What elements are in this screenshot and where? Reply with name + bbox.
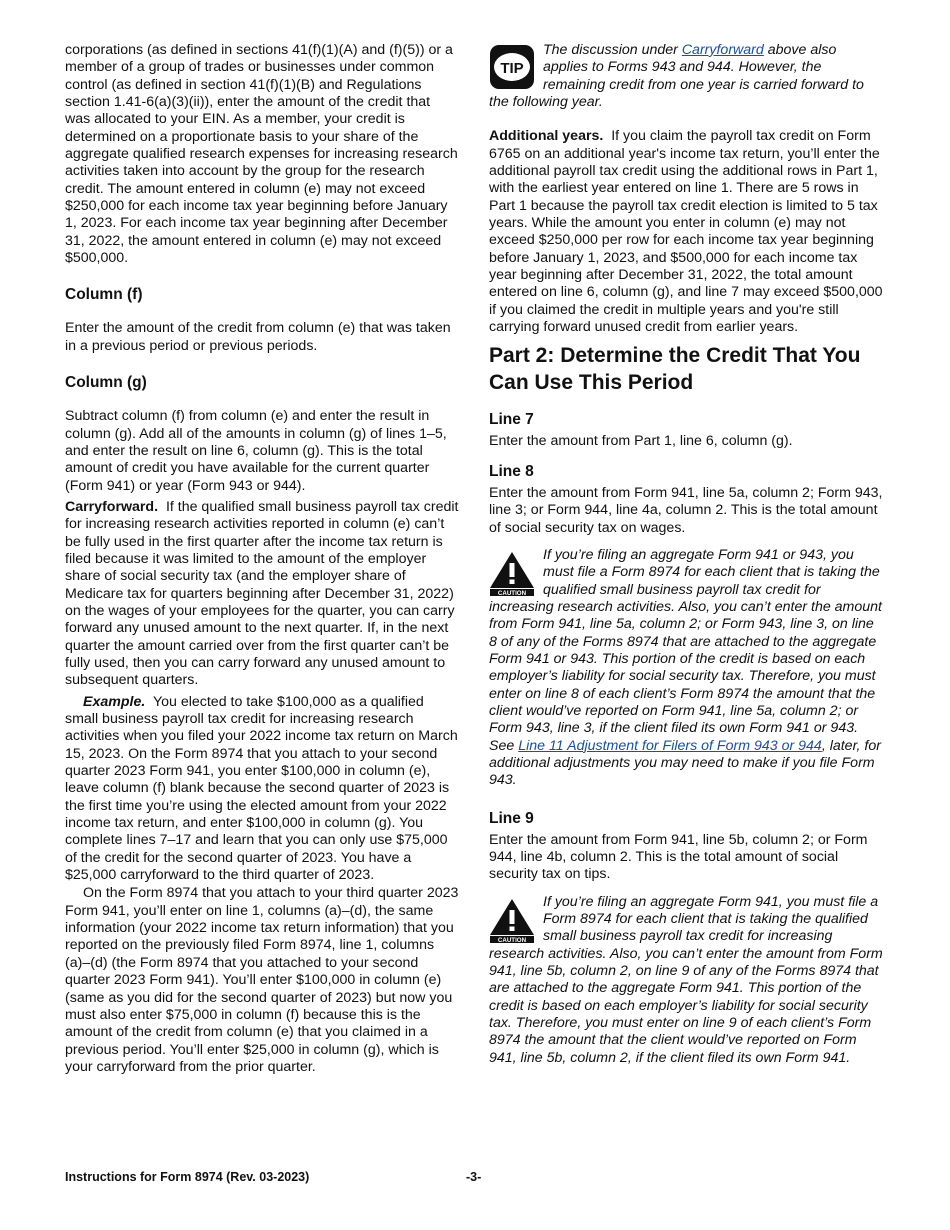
line9-paragraph: Enter the amount from Form 941, line 5b, column 2; or Form 944, line 4b, column 2. This is the total amount of social security tax on tips. xyxy=(489,831,868,883)
line7-paragraph: Enter the amount from Part 1, line 6, column (g). xyxy=(489,432,793,449)
line11-adjustment-link[interactable]: Line 11 Adjustment for Filers of Form 943 or 944 xyxy=(518,737,822,754)
caution-icon xyxy=(489,896,535,944)
footer-form-name: Instructions for Form 8974 (Rev. 03-2023) xyxy=(65,1170,310,1184)
right-column xyxy=(489,42,885,1067)
tip-text: The discussion under Carryforward above also applies to Forms 943 and 944. However, the remaining credit from one year is carried forward to the following year. xyxy=(489,42,864,111)
caution-text-1: If you’re filing an aggregate Form 941 or 943, you must file a Form 8974 for each client that is taking the qualified small business payroll tax credit for increasing research activities. Also, you can’t enter the amount from Form 941, line 5a, column 2; or Form 943, line 3, on line 8 of any of the Forms 8974 that are attached to the aggregate Form 941 or 943. This portion of the credit is based on each employer’s liability for social security tax. Therefore, you must enter on line 8 of each client’s Form 8974 the amount that the client would’ve reported on Form 941, line 5a, column 2; or Form 943, line 3, if the client filed its own Form 941 or 943. See Line 11 Adjustment for Filers of Form 943 or 944, later, for additional adjustments you may need to make if you file Form 943. xyxy=(489,546,882,789)
carryforward-link[interactable]: Carryforward xyxy=(681,42,764,58)
example-paragraph xyxy=(65,694,459,885)
column-g-heading: Column (g) xyxy=(65,374,147,392)
column-f-heading: Column (f) xyxy=(65,286,143,304)
footer-page-number: -3- xyxy=(466,1170,482,1184)
tip-icon xyxy=(489,44,535,90)
column-g-paragraph: Subtract column (f) from column (e) and enter the result in column (g). Add all of the amounts in column (g) of lines 1–5, and enter the result on line 6, column (g). This is the total amount of credit you have available for the current quarter (Form 941) or year (Form 943 or 944). xyxy=(65,408,447,494)
left-column xyxy=(65,42,459,1076)
caution-note-2 xyxy=(489,894,885,1067)
additional-years-text: If you claim the payroll tax credit on Form 6765 on an additional year's income tax return, you’ll enter the additional payroll tax credit using the additional rows in Part 1, with the earliest year entered on line 1. There are 5 rows in Part 1 because the payroll tax credit election is limited to 5 tax years. While the amount you enter in column (e) may not exceed $250,000 per row for each income tax year beginning before January 1, 2023, and $500,000 for each income tax year beginning after December 31, 2022, the total amount entered on line 6, column (g), and line 7 may exceed $500,000 if you claimed the credit in multiple years and you're still carrying forward unused credit from earlier years. xyxy=(489,128,883,336)
line8-paragraph: Enter the amount from Form 941, line 5a, column 2; Form 943, line 3; or Form 944, line 4a, column 2. This is the total amount of social security tax on wages. xyxy=(489,484,883,536)
intro-paragraph: corporations (as defined in sections 41(f)(1)(A) and (f)(5)) or a member of a group of trades or businesses under common control (as defined in section 41(f)(1)(B) and Regulations section 1.41-6(a)(3)(ii)), enter the amount of the credit that was allocated to your EIN. As a member, your credit is determined on a proportionate basis to your share of the aggregate qualified research expenses for increasing research activities taken into account by the group for the research credit. The amount entered in column (e) may not exceed $250,000 for each income tax year beginning before January 1, 2023. For each income tax year beginning after December 31, 2022, the amount entered in column (e) may not exceed $500,000. xyxy=(65,42,458,267)
caution-label: CAUTION xyxy=(497,589,527,597)
example-text: You elected to take $100,000 as a qualified small business payroll tax credit for increasing research activities when you filed your 2022 income tax return on March 15, 2023. On the Form 8974 that you attach to your second quarter 2023 Form 941, you enter $100,000 in column (e), leave column (f) blank because the second quarter of 2023 is the first time you’re using the elected amount from your 2022 income tax return, and enter $100,000 in column (g). You complete lines 7–17 and learn that you can only use $75,000 of the credit for the second quarter of 2023. You have a $25,000 carryforward to the third quarter of 2023. xyxy=(65,693,458,884)
line8-heading: Line 8 xyxy=(489,462,534,480)
caution-note-1 xyxy=(489,547,885,790)
line9-heading: Line 9 xyxy=(489,809,534,827)
line7-heading: Line 7 xyxy=(489,410,534,428)
example-label: Example. xyxy=(83,693,146,710)
column-f-paragraph: Enter the amount of the credit from column (e) that was taken in a previous period or previous periods. xyxy=(65,320,451,354)
part2-heading: Part 2: Determine the Credit That You Can Use This Period xyxy=(489,343,861,394)
tip-note xyxy=(489,42,885,111)
carryforward-label: Carryforward. xyxy=(65,498,159,515)
carryforward-text: If the qualified small business payroll tax credit for increasing research activities reported in column (e) can’t be fully used in the first quarter after the income tax return is filed because it was limited to the amount of the employer share of social security tax (and the employer share of Medicare tax for quarters beginning after December 31, 2022) on the wages of your employees for the quarter, you can carry forward any unused amount to the next quarter. If, in the next quarter the amount carried over from the first quarter can’t be fully used, then you can carry forward any unused amount to subsequent quarters. xyxy=(65,498,459,689)
additional-years-paragraph xyxy=(489,128,885,336)
additional-years-label: Additional years. xyxy=(489,128,604,145)
third-quarter-paragraph: On the Form 8974 that you attach to your third quarter 2023 Form 941, you’ll enter on line 1, columns (a)–(d), the same information (your 2022 income tax return information) that you reported on the previously filed Form 8974, line 1, columns (a)–(d) (the Form 8974 that you attached to your second quarter 2023 Form 941). You’ll enter $100,000 in column (e) (same as you did for the second quarter of 2023) but now you must also enter $75,000 in column (f) because this is the amount of the credit from column (e) that you claimed in a previous period. You’ll enter $25,000 in column (g), which is your carryforward from the prior quarter. xyxy=(65,885,459,1075)
caution-text-2: If you’re filing an aggregate Form 941, you must file a Form 8974 for each client that is taking the qualified small business payroll tax credit for increasing research activities. Also, you can’t enter the amount from Form 941, line 5b, column 2, on line 9 of any of the Forms 8974 that are attached to the aggregate Form 941. This portion of the credit is based on each employer’s liability for social security tax. Therefore, you must enter on line 9 of each client’s Form 8974 the amount that the client would’ve reported on Form 941, line 5b, column 2, if the client filed its own Form 941. xyxy=(489,893,883,1066)
caution-icon xyxy=(489,549,535,597)
tip-label: TIP xyxy=(500,60,524,77)
caution-label: CAUTION xyxy=(497,936,527,944)
carryforward-paragraph xyxy=(65,499,459,690)
